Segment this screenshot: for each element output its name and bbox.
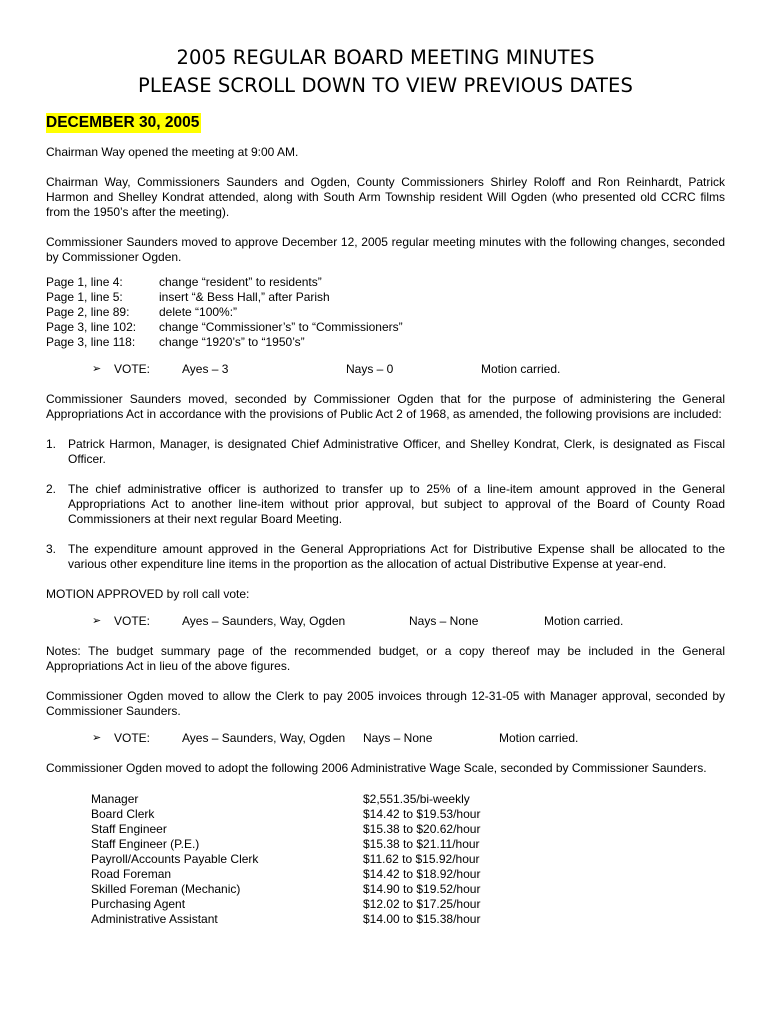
list-item bbox=[46, 437, 725, 467]
vote-result: Motion carried. bbox=[544, 614, 624, 628]
change-row bbox=[46, 335, 725, 350]
item-text: The expenditure amount approved in the General Appropriations Act for Distributive Expense shall be allocated to the various other expenditure line items in the proportion as the allocation of actual Distributive Expense at year-end. bbox=[68, 542, 725, 571]
item-number: 3. bbox=[46, 542, 57, 556]
change-text: change “resident” to residents” bbox=[159, 275, 322, 289]
vote-line bbox=[46, 731, 725, 746]
wage-positions-column bbox=[91, 792, 363, 927]
vote-nays: Nays – 0 bbox=[346, 362, 394, 376]
wage-position: Road Foreman bbox=[91, 867, 172, 881]
vote-ayes: Ayes – Saunders, Way, Ogden bbox=[182, 614, 346, 628]
wage-rate: $11.62 to $15.92/hour bbox=[363, 852, 480, 866]
arrow-bullet-icon: ➢ bbox=[92, 615, 102, 627]
provisions-list bbox=[46, 437, 725, 572]
item-text: Patrick Harmon, Manager, is designated Chief Administrative Officer, and Shelley Kondrat, Clerk, is designated as Fiscal Officer. bbox=[68, 437, 725, 466]
change-text: delete “100%:” bbox=[159, 305, 238, 319]
wage-rate: $2,551.35/bi-weekly bbox=[363, 792, 470, 806]
vote-ayes: Ayes – Saunders, Way, Ogden bbox=[182, 731, 346, 745]
vote-label: VOTE: bbox=[114, 614, 151, 628]
invoices-paragraph: Commissioner Ogden moved to allow the Clerk to pay 2005 invoices through 12-31-05 with Manager approval, seconded by Commissioner Saunders. bbox=[46, 689, 725, 718]
roll-call-paragraph: MOTION APPROVED by roll call vote: bbox=[46, 587, 250, 601]
change-row bbox=[46, 290, 725, 305]
vote-ayes: Ayes – 3 bbox=[182, 362, 229, 376]
wage-rate: $14.42 to $18.92/hour bbox=[363, 867, 481, 881]
document-title bbox=[46, 0, 725, 100]
wage-position: Board Clerk bbox=[91, 807, 155, 821]
change-ref: Page 3, line 118: bbox=[46, 335, 136, 349]
wage-rate: $12.02 to $17.25/hour bbox=[363, 897, 481, 911]
meeting-date-heading: DECEMBER 30, 2005 bbox=[46, 114, 200, 131]
wage-rate: $14.90 to $19.52/hour bbox=[363, 882, 481, 896]
wage-scale-table bbox=[91, 792, 725, 927]
wage-position: Staff Engineer bbox=[91, 822, 167, 836]
title-line-2: PLEASE SCROLL DOWN TO VIEW PREVIOUS DATES bbox=[138, 74, 633, 97]
change-ref: Page 2, line 89: bbox=[46, 305, 130, 319]
item-text: The chief administrative officer is authorized to transfer up to 25% of a line-item amount approved in the General Appropriations Act to another line-item without prior approval, but subject to approval of the Board of County Road Commissioners at their next regular Board Meeting. bbox=[68, 482, 725, 526]
change-ref: Page 1, line 5: bbox=[46, 290, 123, 304]
wage-position: Payroll/Accounts Payable Clerk bbox=[91, 852, 259, 866]
change-row bbox=[46, 305, 725, 320]
vote-result: Motion carried. bbox=[499, 731, 579, 745]
item-number: 1. bbox=[46, 437, 57, 451]
item-number: 2. bbox=[46, 482, 57, 496]
change-row bbox=[46, 275, 725, 290]
appropriations-paragraph: Commissioner Saunders moved, seconded by Commissioner Ogden that for the purpose of administering the General Appropriations Act in accordance with the provisions of Public Act 2 of 1968, as amended, the following provisions are included: bbox=[46, 392, 725, 421]
vote-line bbox=[46, 362, 725, 377]
opening-paragraph: Chairman Way opened the meeting at 9:00 AM. bbox=[46, 145, 299, 159]
wage-rate: $14.42 to $19.53/hour bbox=[363, 807, 481, 821]
title-line-1: 2005 REGULAR BOARD MEETING MINUTES bbox=[176, 46, 595, 69]
wage-position: Skilled Foreman (Mechanic) bbox=[91, 882, 241, 896]
wage-position: Purchasing Agent bbox=[91, 897, 186, 911]
wage-rate: $15.38 to $20.62/hour bbox=[363, 822, 481, 836]
change-ref: Page 3, line 102: bbox=[46, 320, 137, 334]
wage-position: Manager bbox=[91, 792, 139, 806]
vote-label: VOTE: bbox=[114, 362, 151, 376]
wage-rate: $14.00 to $15.38/hour bbox=[363, 912, 481, 926]
attendance-paragraph: Chairman Way, Commissioners Saunders and Ogden, County Commissioners Shirley Roloff and Ron Reinhardt, Patrick Harmon and Shelley Kondrat attended, along with South Arm Township resident Will Ogden (who presented old CCRC films from the 1950’s after the meeting). bbox=[46, 175, 725, 219]
wage-position: Administrative Assistant bbox=[91, 912, 218, 926]
wage-position: Staff Engineer (P.E.) bbox=[91, 837, 200, 851]
change-text: change “1920’s” to “1950’s” bbox=[159, 335, 305, 349]
wage-rates-column bbox=[363, 792, 480, 927]
arrow-bullet-icon: ➢ bbox=[92, 363, 102, 375]
change-row bbox=[46, 320, 725, 335]
change-text: change “Commissioner’s” to “Commissioners” bbox=[159, 320, 403, 334]
vote-nays: Nays – None bbox=[363, 731, 433, 745]
change-text: insert “& Bess Hall,” after Parish bbox=[159, 290, 330, 304]
vote-line bbox=[46, 614, 725, 629]
notes-paragraph: Notes: The budget summary page of the recommended budget, or a copy thereof may be included in the General Appropriations Act in lieu of the above figures. bbox=[46, 644, 725, 673]
wage-scale-paragraph: Commissioner Ogden moved to adopt the following 2006 Administrative Wage Scale, seconded by Commissioner Saunders. bbox=[46, 761, 707, 775]
change-ref: Page 1, line 4: bbox=[46, 275, 123, 289]
list-item bbox=[46, 542, 725, 572]
approve-minutes-paragraph: Commissioner Saunders moved to approve December 12, 2005 regular meeting minutes with the following changes, seconded by Commissioner Ogden. bbox=[46, 235, 725, 264]
vote-label: VOTE: bbox=[114, 731, 151, 745]
arrow-bullet-icon: ➢ bbox=[92, 732, 102, 744]
vote-result: Motion carried. bbox=[481, 362, 561, 376]
vote-nays: Nays – None bbox=[409, 614, 479, 628]
wage-rate: $15.38 to $21.11/hour bbox=[363, 837, 480, 851]
minutes-changes-list bbox=[46, 275, 725, 350]
list-item bbox=[46, 482, 725, 527]
